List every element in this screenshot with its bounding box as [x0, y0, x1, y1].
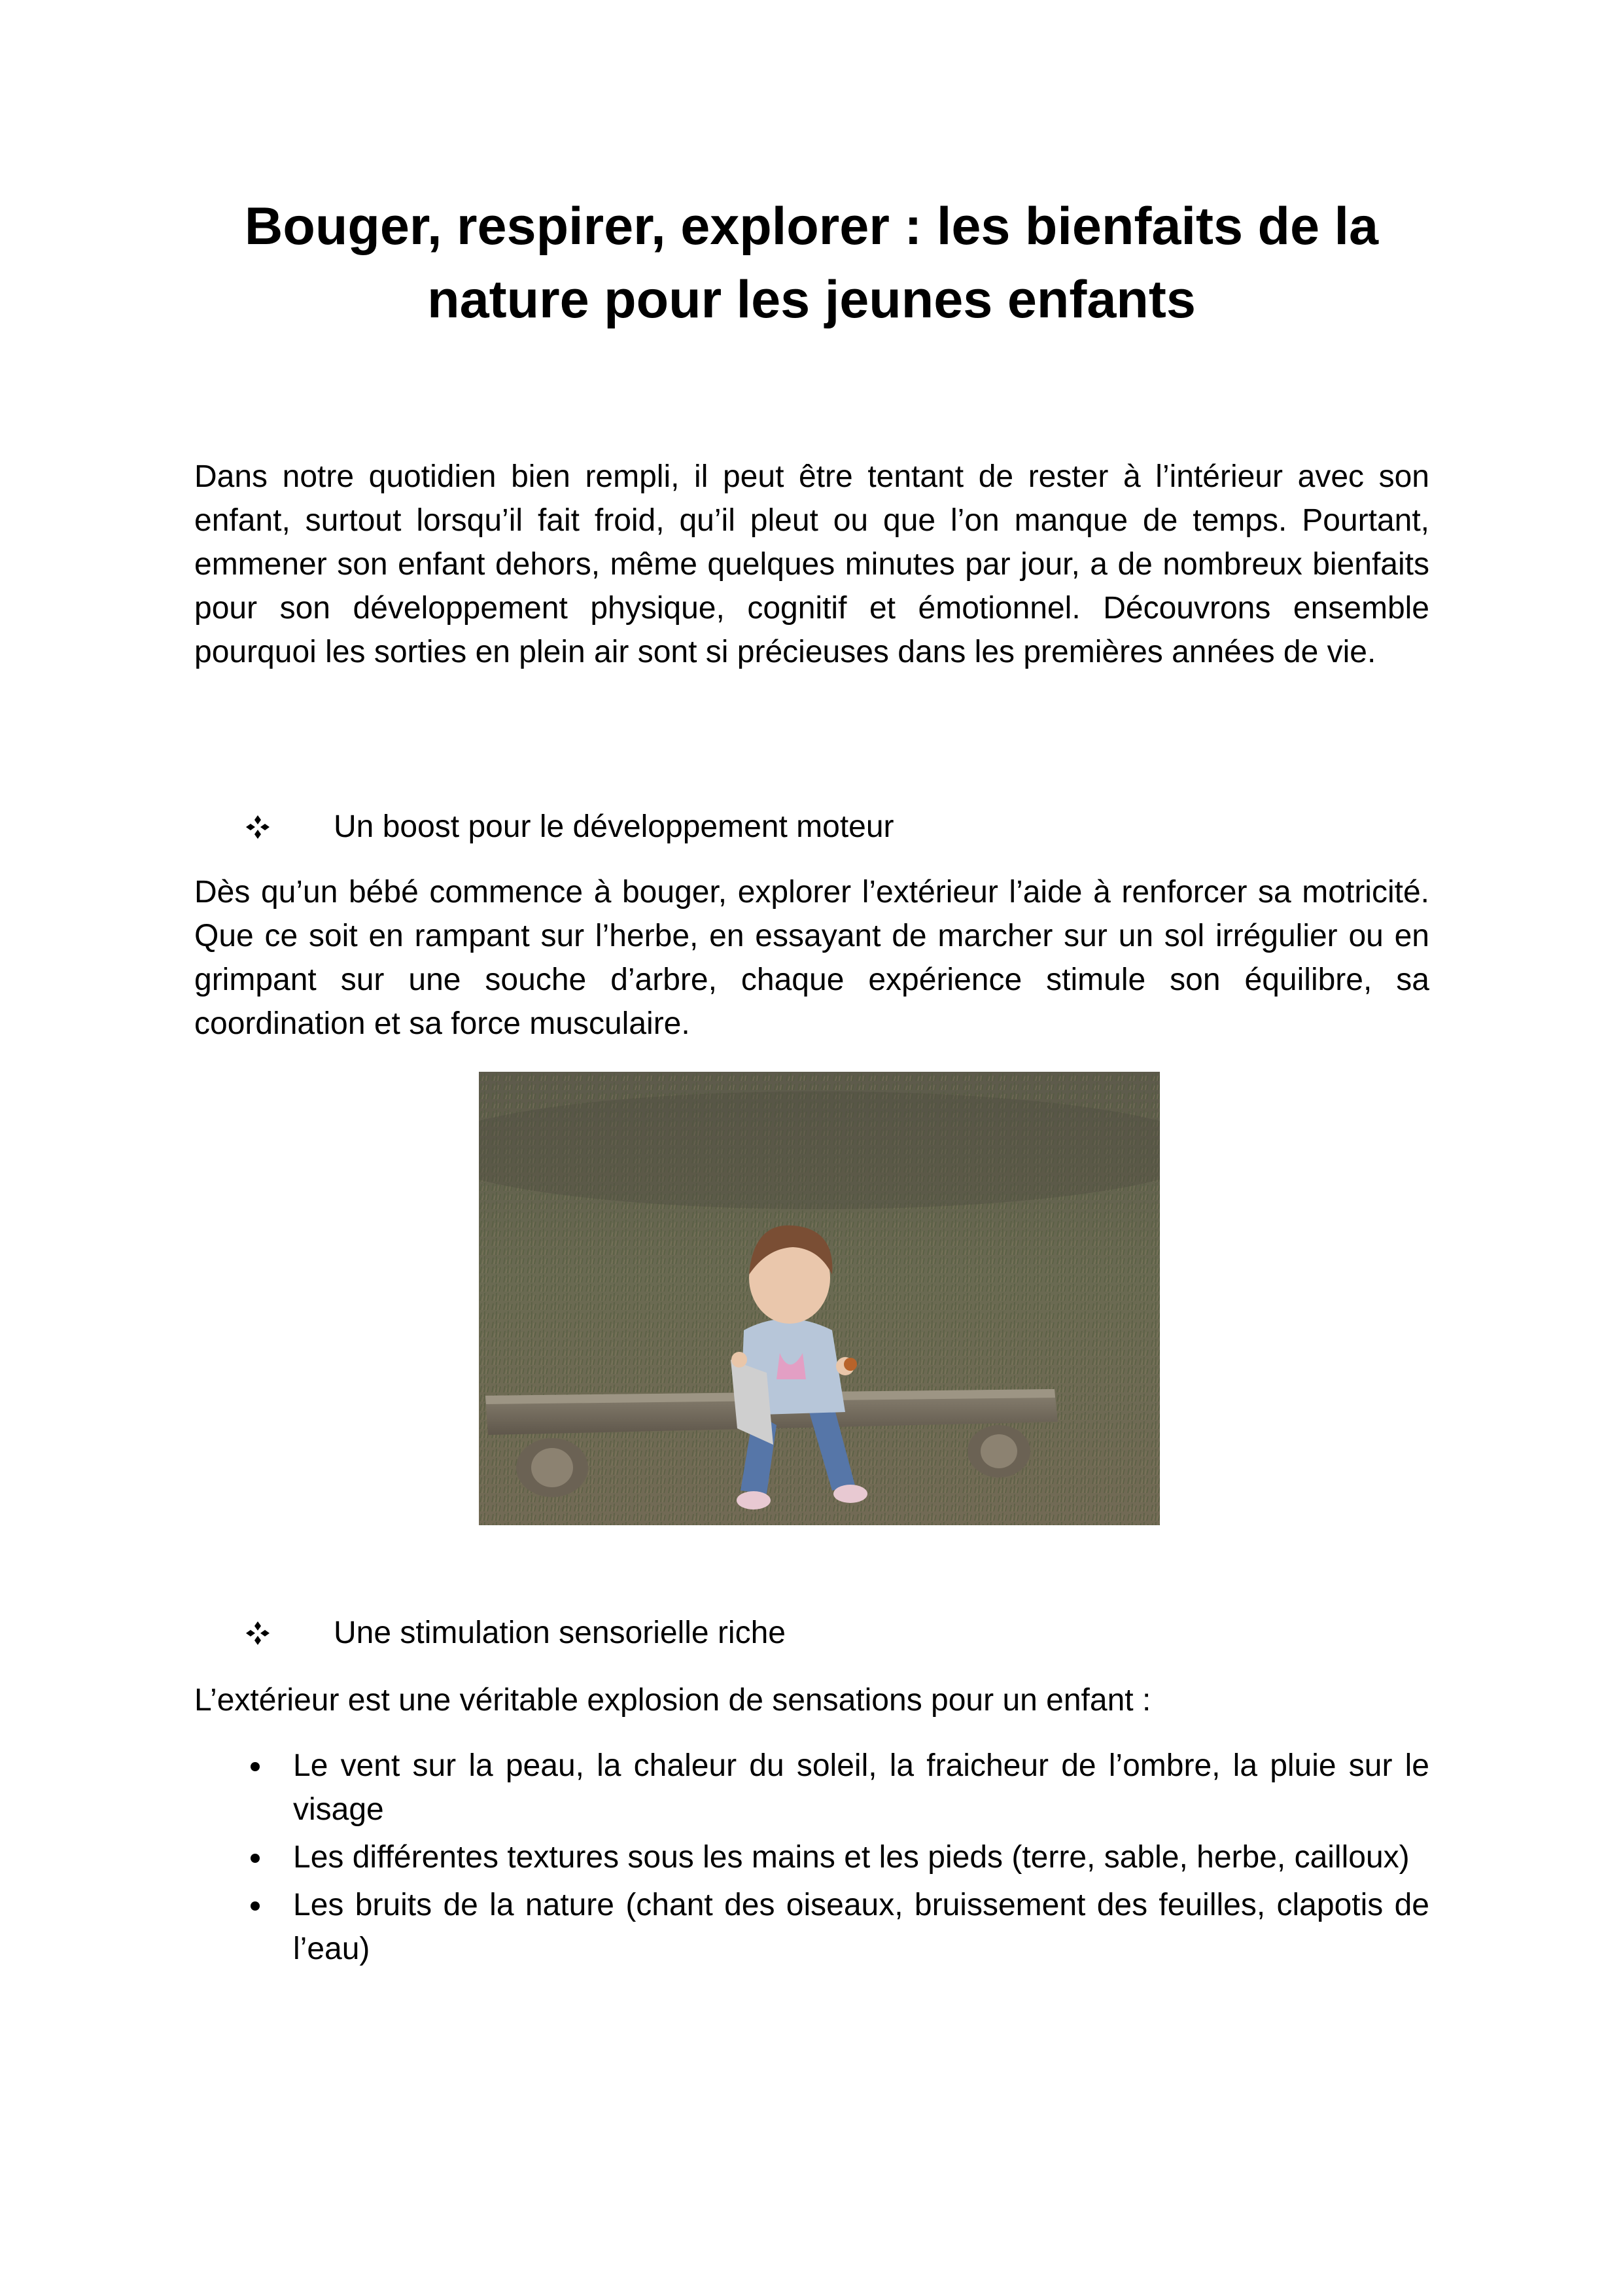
section-heading-text: Un boost pour le développement moteur [334, 809, 894, 844]
section-body-sensory: L’extérieur est une véritable explosion de sensations pour un enfant : [194, 1683, 1151, 1718]
list-item [194, 1835, 1429, 1879]
diamond-bullet-icon [243, 814, 283, 840]
list-item-text: Les différentes textures sous les mains et les pieds (terre, sable, herbe, cailloux) [293, 1840, 1410, 1875]
list-item-text: Le vent sur la peau, la chaleur du soleil, la fraicheur de l’ombre, la pluie sur le visage [293, 1748, 1429, 1827]
child-on-bench-photo [479, 1072, 1160, 1525]
section-body-motor: Dès qu’un bébé commence à bouger, explorer l’extérieur l’aide à renforcer sa motricité. Que ce soit en rampant sur l’herbe, en essayant de marcher sur un sol irrégulier ou en grimpant sur une souche d’arbre, chaque expérience stimule son équilibre, sa coordination et sa force musculaire. [194, 875, 1429, 1041]
list-item [194, 1744, 1429, 1831]
bullet-icon [251, 1762, 260, 1771]
intro-paragraph: Dans notre quotidien bien rempli, il peut être tentant de rester à l’intérieur avec son enfant, surtout lorsqu’il fait froid, qu’il pleut ou que l’on manque de temps. Pourtant, emmener son enfant dehors, même quelques minutes par jour, a de nombreux bienfaits pour son développement physique, cognitif et émotionnel. Découvrons ensemble pourquoi les sorties en plein air sont si précieuses dans les premières années de vie. [194, 459, 1429, 669]
bullet-icon [251, 1854, 260, 1863]
list-item [194, 1883, 1429, 1971]
sensation-list [194, 1744, 1429, 1975]
section-heading-motor [243, 805, 894, 849]
list-item-text: Les bruits de la nature (chant des oiseaux, bruissement des feuilles, clapotis de l’eau) [293, 1888, 1429, 1966]
section-heading-text: Une stimulation sensorielle riche [334, 1616, 786, 1650]
diamond-bullet-icon [243, 1620, 283, 1646]
page-title: Bouger, respirer, explorer : les bienfaits de la nature pour les jeunes enfants [244, 197, 1379, 329]
bullet-icon [251, 1901, 260, 1911]
section-heading-sensory [243, 1611, 786, 1655]
